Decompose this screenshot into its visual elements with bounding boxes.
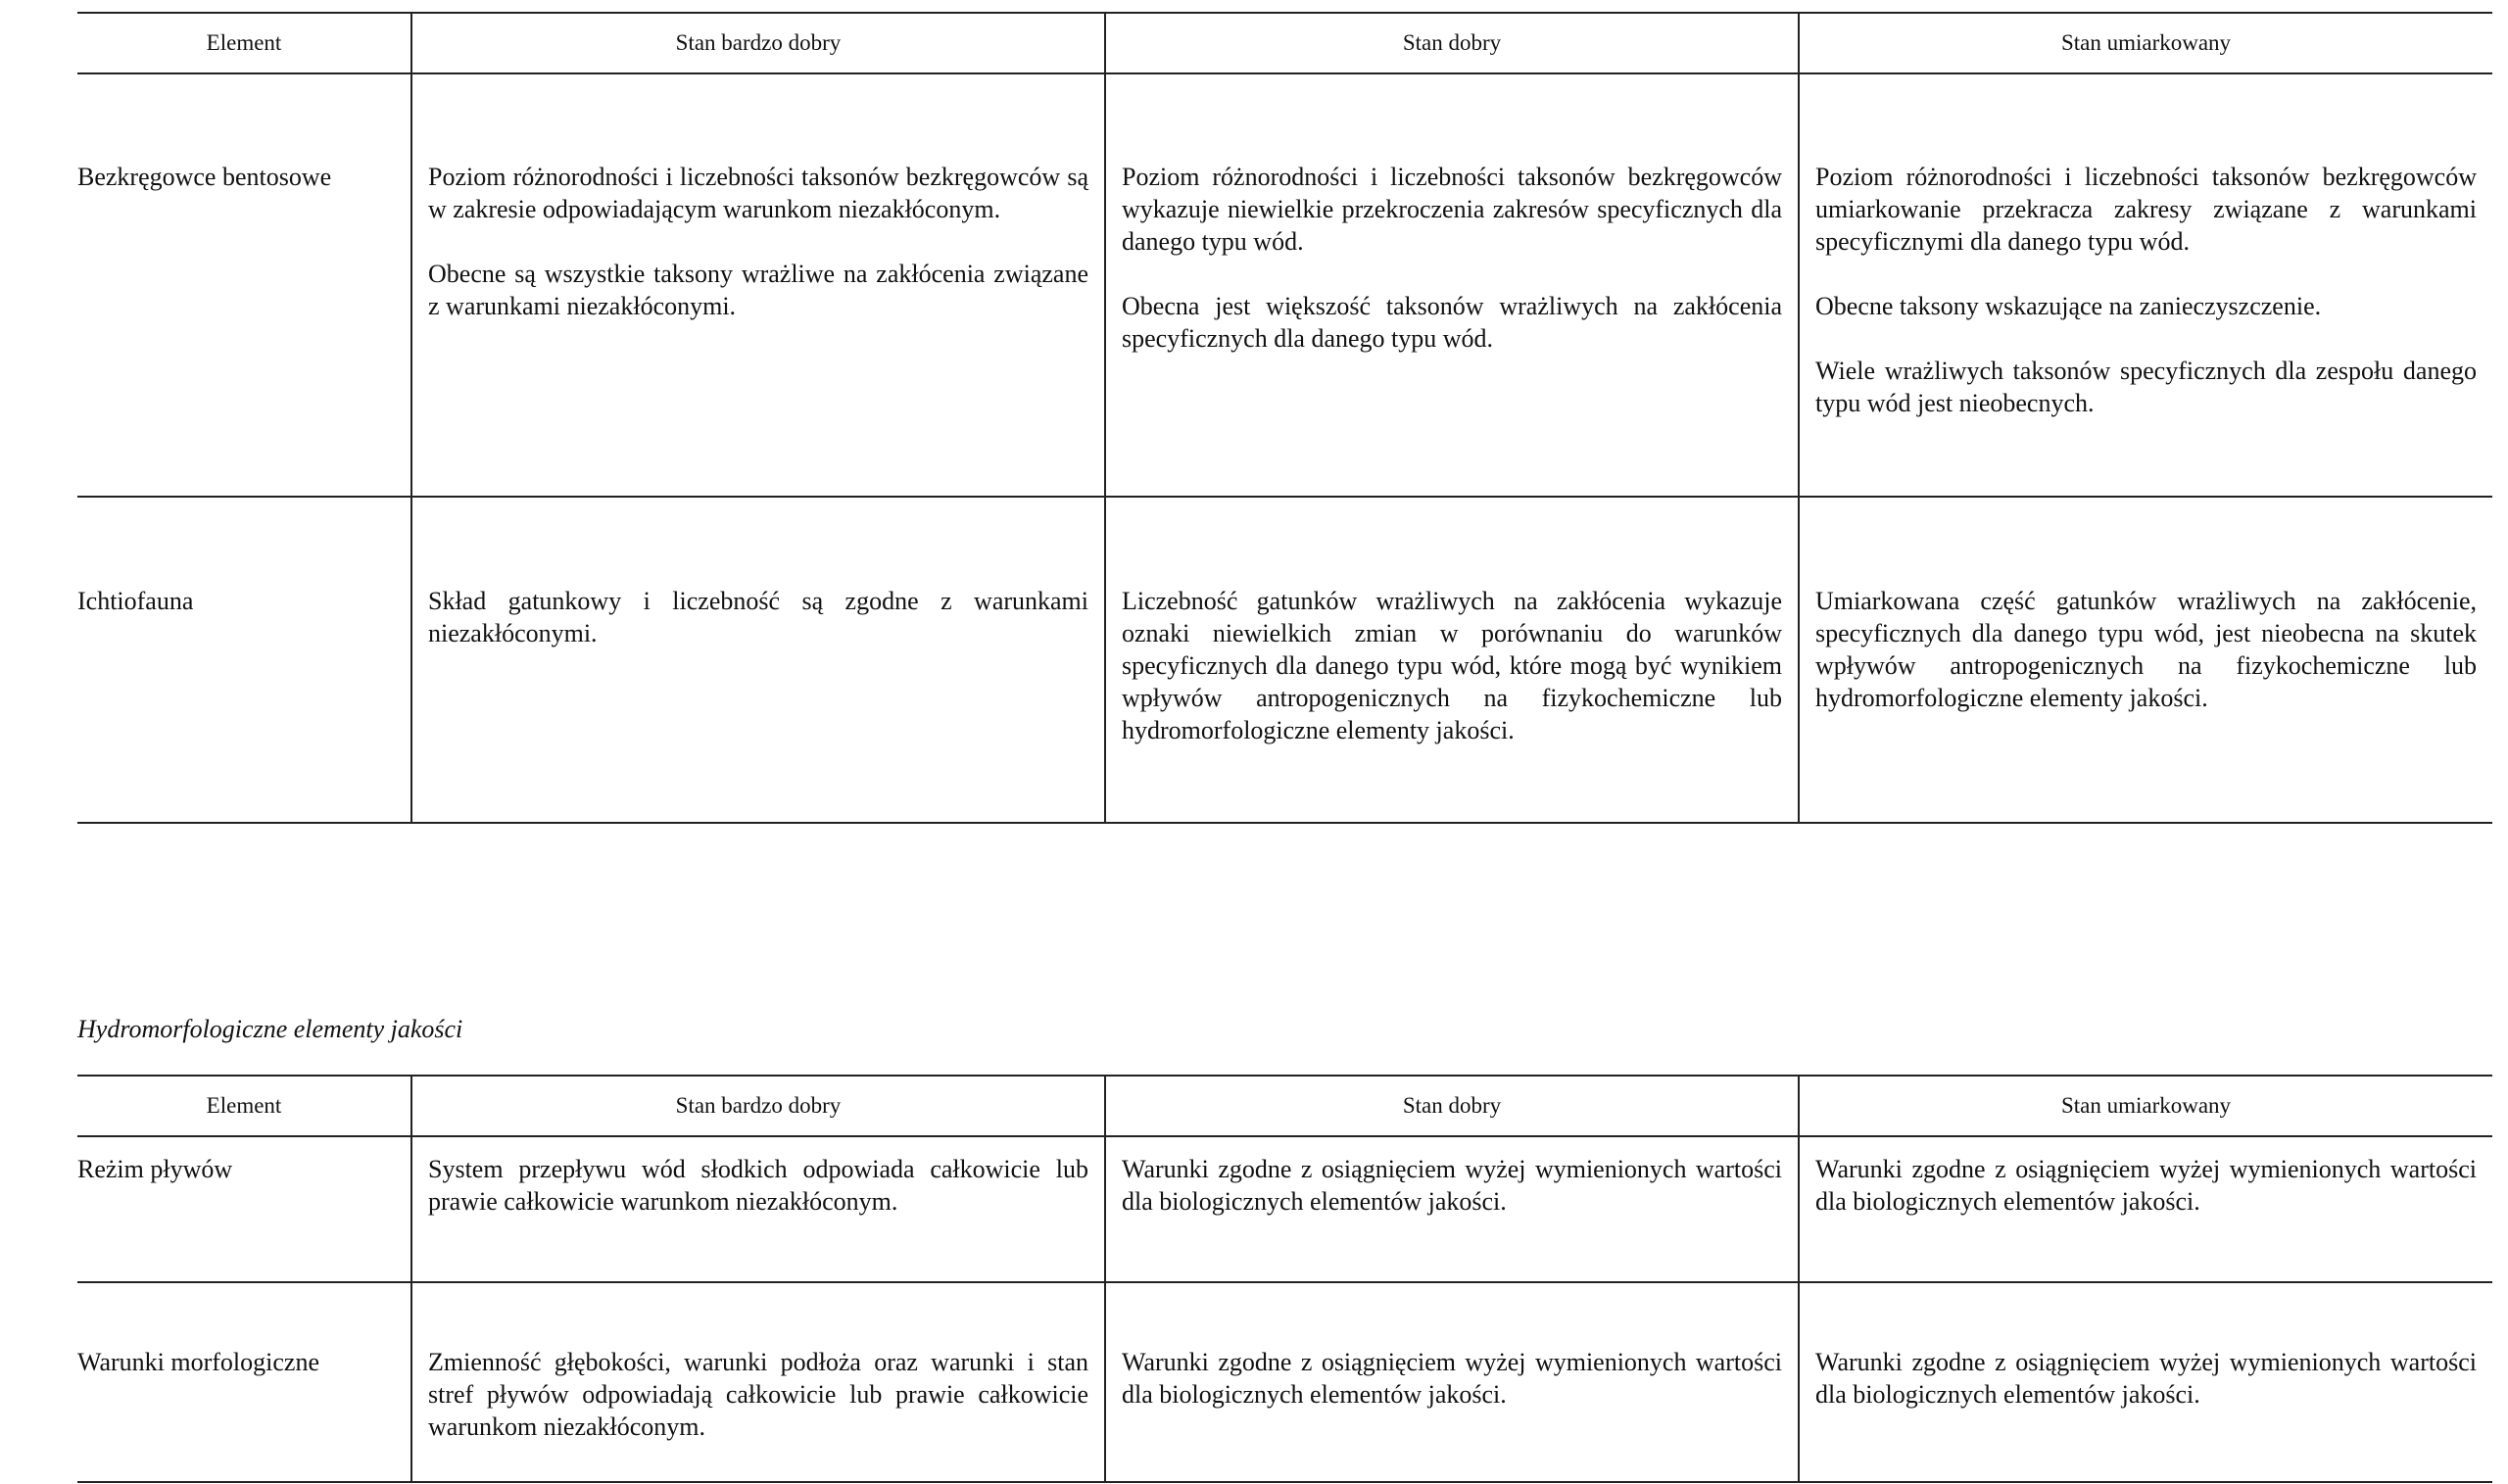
table-header-row xyxy=(77,1076,2492,1136)
element-cell xyxy=(77,1136,411,1282)
very-good-cell xyxy=(411,73,1105,497)
cell-paragraph: Poziom różnorodności i liczebności taksonów bezkręgowców są w zakresie odpowiadającym warunkom niezakłóconym. xyxy=(428,163,1088,223)
moderate-cell xyxy=(1799,73,2492,497)
element-cell xyxy=(77,73,411,497)
element-name: Reżim pływów xyxy=(77,1155,233,1183)
cell-paragraph: Zmienność głębokości, warunki podłoża oraz warunki i stan stref pływów odpowiadają całkowicie lub prawie całkowicie warunkom niezakłóconym. xyxy=(428,1348,1088,1441)
header-moderate: Stan umiarkowany xyxy=(1799,1076,2492,1136)
cell-paragraph: Liczebność gatunków wrażliwych na zakłócenia wykazuje oznaki niewielkich zmian w porównaniu do warunków specyficznych dla danego typu wód, które mogą być wynikiem wpływów antropogenicznych na fizykochemiczne lub hydromorfologiczne elementy jakości. xyxy=(1122,587,1782,744)
header-moderate: Stan umiarkowany xyxy=(1799,13,2492,73)
cell-paragraph: Poziom różnorodności i liczebności taksonów bezkręgowców umiarkowanie przekracza zakresy związane z warunkami specyficznymi dla danego typu wód. xyxy=(1815,163,2477,256)
good-cell xyxy=(1105,1136,1799,1282)
cell-paragraph: Skład gatunkowy i liczebność są zgodne z warunkami niezakłóconymi. xyxy=(428,587,1088,647)
cell-paragraph: Warunki zgodne z osiągnięciem wyżej wymienionych wartości dla biologicznych elementów jakości. xyxy=(1815,1155,2477,1216)
header-very-good: Stan bardzo dobry xyxy=(411,13,1105,73)
table-row xyxy=(77,1282,2492,1482)
moderate-cell xyxy=(1799,1282,2492,1482)
biological-elements-table xyxy=(77,12,2492,824)
very-good-cell xyxy=(411,1282,1105,1482)
element-cell xyxy=(77,497,411,823)
cell-paragraph: Wiele wrażliwych taksonów specyficznych dla zespołu danego typu wód jest nieobecnych. xyxy=(1815,357,2477,417)
header-element: Element xyxy=(77,1076,411,1136)
cell-paragraph: System przepływu wód słodkich odpowiada całkowicie lub prawie całkowicie warunkom niezakłóconym. xyxy=(428,1155,1088,1216)
good-cell xyxy=(1105,497,1799,823)
header-very-good: Stan bardzo dobry xyxy=(411,1076,1105,1136)
moderate-cell xyxy=(1799,497,2492,823)
cell-paragraph: Obecne są wszystkie taksony wrażliwe na zakłócenia związane z warunkami niezakłóconymi. xyxy=(428,260,1088,320)
very-good-cell xyxy=(411,497,1105,823)
cell-paragraph: Warunki zgodne z osiągnięciem wyżej wymienionych wartości dla biologicznych elementów jakości. xyxy=(1122,1348,1782,1409)
cell-paragraph: Obecna jest większość taksonów wrażliwych na zakłócenia specyficznych dla danego typu wód. xyxy=(1122,292,1782,353)
good-cell xyxy=(1105,73,1799,497)
moderate-cell xyxy=(1799,1136,2492,1282)
cell-paragraph: Poziom różnorodności i liczebności taksonów bezkręgowców wykazuje niewielkie przekroczenia zakresów specyficznych dla danego typu wód. xyxy=(1122,163,1782,256)
cell-paragraph: Warunki zgodne z osiągnięciem wyżej wymienionych wartości dla biologicznych elementów jakości. xyxy=(1122,1155,1782,1216)
element-name: Ichtiofauna xyxy=(77,587,194,615)
table-row xyxy=(77,497,2492,823)
element-name: Bezkręgowce bentosowe xyxy=(77,163,332,191)
header-element: Element xyxy=(77,13,411,73)
cell-paragraph: Obecne taksony wskazujące na zanieczyszczenie. xyxy=(1815,292,2322,320)
hydromorphological-elements-table xyxy=(77,1075,2492,1483)
section-title: Hydromorfologiczne elementy jakości xyxy=(77,1015,463,1043)
element-name: Warunki morfologiczne xyxy=(77,1348,319,1376)
header-good: Stan dobry xyxy=(1105,13,1799,73)
cell-paragraph: Umiarkowana część gatunków wrażliwych na zakłócenie, specyficznych dla danego typu wód, jest nieobecna na skutek wpływów antropogenicznych na fizykochemiczne lub hydromorfologiczne elementy jakości. xyxy=(1815,587,2477,712)
header-good: Stan dobry xyxy=(1105,1076,1799,1136)
element-cell xyxy=(77,1282,411,1482)
table-header-row xyxy=(77,13,2492,73)
table-row xyxy=(77,73,2492,497)
table-row xyxy=(77,1136,2492,1282)
cell-paragraph: Warunki zgodne z osiągnięciem wyżej wymienionych wartości dla biologicznych elementów jakości. xyxy=(1815,1348,2477,1409)
good-cell xyxy=(1105,1282,1799,1482)
very-good-cell xyxy=(411,1136,1105,1282)
